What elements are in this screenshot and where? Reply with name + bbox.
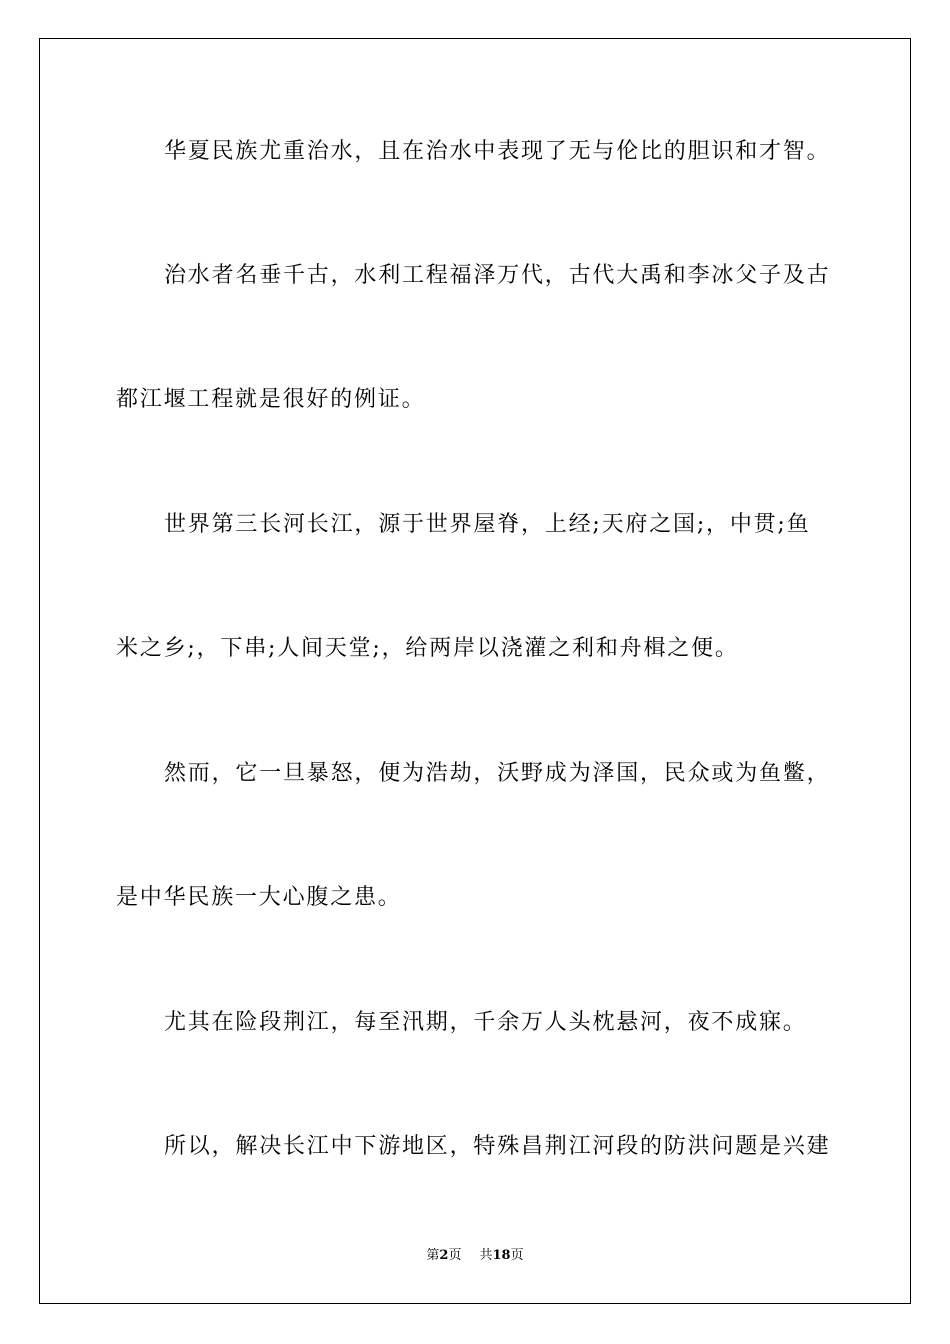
page-border [39,38,911,1304]
text-line-1: 华夏民族尤重治水，且在治水中表现了无与伦比的胆识和才智。 [164,139,831,164]
total-unit: 页 [510,1248,524,1263]
page-total: 18 [492,1248,511,1263]
text-line-3: 都江堰工程就是很好的例证。 [116,387,426,412]
text-line-6: 然而，它一旦暴怒，便为浩劫，沃野成为泽国，民众或为鱼鳖， [164,761,831,786]
text-line-8: 尤其在险段荆江，每至汛期，千余万人头枕悬河，夜不成寐。 [164,1010,807,1035]
page-current: 2 [439,1248,449,1263]
total-prefix: 共 [479,1248,493,1263]
text-line-4: 世界第三长河长江，源于世界屋脊，上经;天府之国;，中贯;鱼 [164,512,811,537]
page-footer [0,1247,950,1265]
page-prefix: 第 [426,1248,440,1263]
text-line-9: 所以，解决长江中下游地区，特殊昌荆江河段的防洪问题是兴建 [164,1134,831,1159]
text-line-7: 是中华民族一大心腹之患。 [116,885,402,910]
text-line-5: 米之乡;，下串;人间天堂;，给两岸以浇灌之利和舟楫之便。 [116,636,739,661]
text-line-2: 治水者名垂千古，水利工程福泽万代，古代大禹和李冰父子及古 [164,263,831,288]
page-unit: 页 [448,1248,462,1263]
